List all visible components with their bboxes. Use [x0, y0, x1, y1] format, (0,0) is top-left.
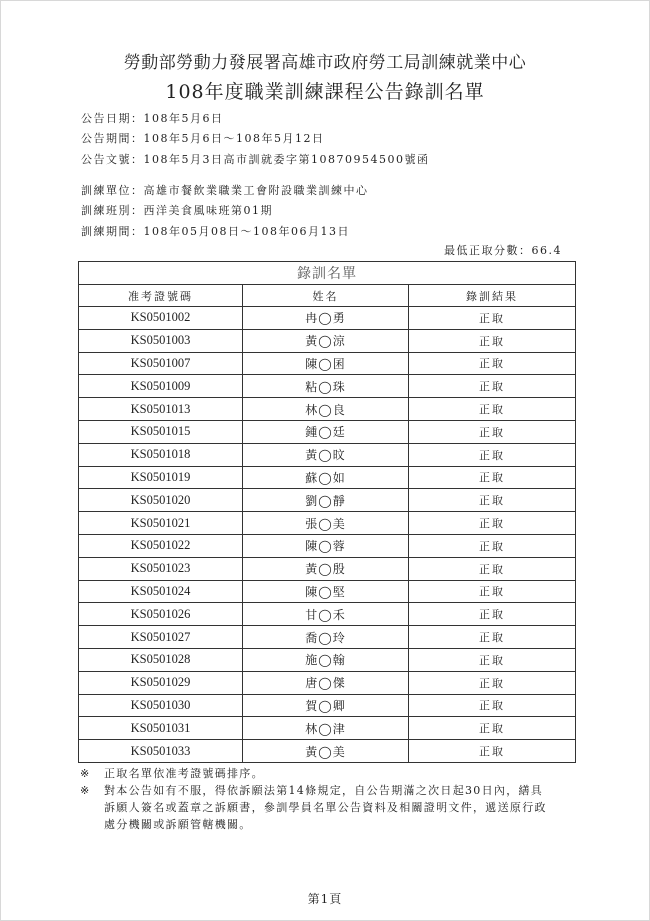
roster-caption: 錄訓名單	[79, 262, 576, 285]
table-row	[79, 443, 576, 466]
name-cell: 蘇◯如	[243, 466, 409, 489]
result-cell: 正取	[409, 534, 576, 557]
note-text: 正取名單依准考證號碼排序。	[104, 767, 264, 780]
name-cell: 張◯美	[243, 512, 409, 535]
exam-no-cell: KS0501002	[79, 307, 243, 330]
table-row	[79, 420, 576, 443]
result-cell: 正取	[409, 717, 576, 740]
result-cell: 正取	[409, 671, 576, 694]
training-class: 訓練班別：西洋美食風味班第01期	[81, 204, 273, 217]
announcement-period: 公告期間：108年5月6日～108年5月12日	[81, 132, 325, 145]
training-unit: 訓練單位：高雄市餐飲業職業工會附設職業訓練中心	[81, 184, 369, 197]
name-cell: 甘◯禾	[243, 603, 409, 626]
name-cell: 施◯翰	[243, 648, 409, 671]
result-cell: 正取	[409, 557, 576, 580]
name-cell: 喬◯玲	[243, 626, 409, 649]
exam-no-cell: KS0501026	[79, 603, 243, 626]
table-row	[79, 717, 576, 740]
name-cell: 黃◯殷	[243, 557, 409, 580]
announcement-doc-no: 公告文號：108年5月3日高市訓就委字第10870954500號函	[81, 153, 430, 166]
note-appeal	[80, 782, 554, 833]
result-cell: 正取	[409, 307, 576, 330]
table-row	[79, 489, 576, 512]
table-row	[79, 512, 576, 535]
exam-no-cell: KS0501020	[79, 489, 243, 512]
table-row	[79, 398, 576, 421]
name-cell: 冉◯勇	[243, 307, 409, 330]
table-row	[79, 648, 576, 671]
name-cell: 黃◯涼	[243, 329, 409, 352]
table-row	[79, 694, 576, 717]
name-cell: 粘◯珠	[243, 375, 409, 398]
table-row	[79, 671, 576, 694]
table-row	[79, 375, 576, 398]
name-cell: 林◯良	[243, 398, 409, 421]
name-cell: 鍾◯廷	[243, 420, 409, 443]
name-cell: 黃◯旼	[243, 443, 409, 466]
exam-no-cell: KS0501028	[79, 648, 243, 671]
result-cell: 正取	[409, 694, 576, 717]
name-cell: 陳◯囷	[243, 352, 409, 375]
exam-no-cell: KS0501022	[79, 534, 243, 557]
header-result: 錄訓結果	[409, 285, 576, 307]
result-cell: 正取	[409, 626, 576, 649]
exam-no-cell: KS0501013	[79, 398, 243, 421]
page-number: 第1頁	[307, 892, 343, 906]
exam-no-cell: KS0501023	[79, 557, 243, 580]
result-cell: 正取	[409, 603, 576, 626]
table-row	[79, 466, 576, 489]
exam-no-cell: KS0501021	[79, 512, 243, 535]
exam-no-cell: KS0501024	[79, 580, 243, 603]
exam-no-cell: KS0501009	[79, 375, 243, 398]
result-cell: 正取	[409, 443, 576, 466]
result-cell: 正取	[409, 466, 576, 489]
table-row	[79, 626, 576, 649]
table-row	[79, 603, 576, 626]
roster-body	[79, 307, 576, 763]
roster-table	[78, 261, 576, 763]
table-row	[79, 557, 576, 580]
table-row	[79, 534, 576, 557]
result-cell: 正取	[409, 512, 576, 535]
name-cell: 陳◯蓉	[243, 534, 409, 557]
note-text: 對本公告如有不服，得依訴願法第14條規定，自公告期滿之次日起30日內，繕具訴願人簽名或蓋章之訴願書，參訓學員名單公告資料及相關證明文件，遞送原行政處分機關或訴願管轄機關。	[104, 784, 547, 831]
document-title: 108年度職業訓練課程公告錄訓名單	[165, 81, 485, 103]
training-period: 訓練期間：108年05月08日～108年06月13日	[81, 225, 350, 238]
result-cell: 正取	[409, 648, 576, 671]
exam-no-cell: KS0501019	[79, 466, 243, 489]
exam-no-cell: KS0501029	[79, 671, 243, 694]
name-cell: 林◯津	[243, 717, 409, 740]
note-sort-order	[80, 765, 554, 782]
organization-title: 勞動部勞動力發展署高雄市政府勞工局訓練就業中心	[123, 53, 527, 73]
exam-no-cell: KS0501033	[79, 740, 243, 763]
result-cell: 正取	[409, 489, 576, 512]
table-row	[79, 580, 576, 603]
note-mark-icon: ※	[80, 784, 91, 797]
result-cell: 正取	[409, 398, 576, 421]
header-name: 姓名	[243, 285, 409, 307]
result-cell: 正取	[409, 580, 576, 603]
name-cell: 唐◯傑	[243, 671, 409, 694]
note-mark-icon: ※	[80, 767, 91, 780]
min-score: 最低正取分數：66.4	[444, 244, 562, 257]
name-cell: 劉◯靜	[243, 489, 409, 512]
exam-no-cell: KS0501003	[79, 329, 243, 352]
exam-no-cell: KS0501018	[79, 443, 243, 466]
result-cell: 正取	[409, 420, 576, 443]
header-exam-no: 准考證號碼	[79, 285, 243, 307]
name-cell: 賀◯卿	[243, 694, 409, 717]
exam-no-cell: KS0501015	[79, 420, 243, 443]
table-row	[79, 329, 576, 352]
result-cell: 正取	[409, 329, 576, 352]
result-cell: 正取	[409, 352, 576, 375]
exam-no-cell: KS0501007	[79, 352, 243, 375]
announcement-date: 公告日期：108年5月6日	[81, 112, 224, 125]
exam-no-cell: KS0501031	[79, 717, 243, 740]
exam-no-cell: KS0501030	[79, 694, 243, 717]
name-cell: 黃◯美	[243, 740, 409, 763]
name-cell: 陳◯堅	[243, 580, 409, 603]
result-cell: 正取	[409, 740, 576, 763]
table-row	[79, 307, 576, 330]
table-row	[79, 352, 576, 375]
table-row	[79, 740, 576, 763]
result-cell: 正取	[409, 375, 576, 398]
exam-no-cell: KS0501027	[79, 626, 243, 649]
